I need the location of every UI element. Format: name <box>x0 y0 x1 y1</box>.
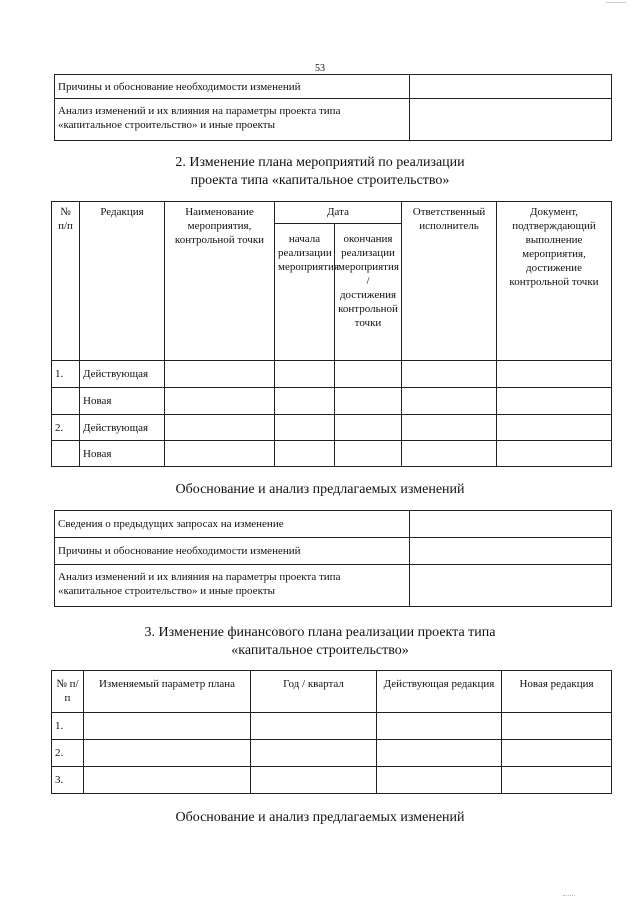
top-justification-table <box>54 74 612 141</box>
row-edition: Действующая <box>80 361 165 388</box>
header-num: № п/п <box>52 202 80 361</box>
row-num: 2. <box>52 415 80 441</box>
row-num <box>52 388 80 415</box>
section2-title-line1: 2. Изменение плана мероприятий по реализации <box>175 155 465 170</box>
page-number: 53 <box>315 63 325 74</box>
header-date-end: окончания реализации мероприятия / достижения контрольной точки <box>335 224 402 361</box>
header-date-start: начала реализации мероприятия <box>275 224 335 361</box>
header-param: Изменяемый параметр плана <box>84 671 251 713</box>
scan-artifact-mark <box>606 0 626 3</box>
table-row <box>52 388 612 415</box>
header-name: Наименование мероприятия, контрольной точки <box>165 202 275 361</box>
row-num: 1. <box>52 361 80 388</box>
table-row <box>52 713 612 740</box>
table-row <box>52 767 612 794</box>
table-row <box>52 441 612 467</box>
section3-justification-title: Обоснование и анализ предлагаемых изменений <box>175 810 465 825</box>
header-edition: Редакция <box>80 202 165 361</box>
justification-row-label: Причины и обоснование необходимости изменений <box>55 538 410 565</box>
header-new: Новая редакция <box>502 671 612 713</box>
table-row <box>52 361 612 388</box>
justification-row-value <box>410 538 612 565</box>
section2-title-line2: проекта типа «капитальное строительство» <box>190 173 450 188</box>
justification-row-value <box>410 565 612 607</box>
justification-row-value <box>410 75 612 99</box>
financial-plan-table <box>51 670 612 794</box>
events-plan-table <box>51 201 612 467</box>
justification-row-value <box>410 511 612 538</box>
section2-title <box>0 154 640 190</box>
header-period: Год / квартал <box>251 671 377 713</box>
table-row <box>52 415 612 441</box>
section2-justification-title: Обоснование и анализ предлагаемых изменений <box>175 482 465 497</box>
section3-title <box>0 624 640 660</box>
header-date: Дата <box>275 202 402 224</box>
section2-justification-table <box>54 510 612 607</box>
row-num: 3. <box>52 767 84 794</box>
row-edition: Новая <box>80 388 165 415</box>
table-row <box>52 740 612 767</box>
justification-row-value <box>410 99 612 141</box>
section3-title-line2: «капитальное строительство» <box>231 643 409 658</box>
row-num: 2. <box>52 740 84 767</box>
justification-row-label: Причины и обоснование необходимости изменений <box>55 75 410 99</box>
scan-artifact-mark <box>563 893 575 896</box>
header-responsible: Ответственный исполнитель <box>402 202 497 361</box>
header-num: № п/п <box>52 671 84 713</box>
section3-title-line1: 3. Изменение финансового плана реализации проекта типа <box>144 625 496 640</box>
header-current: Действующая редакция <box>377 671 502 713</box>
row-edition: Действующая <box>80 415 165 441</box>
row-edition: Новая <box>80 441 165 467</box>
justification-row-label: Анализ изменений и их влияния на параметры проекта типа «капитальное строительство» и иные проекты <box>55 99 410 141</box>
justification-row-label: Анализ изменений и их влияния на параметры проекта типа «капитальное строительство» и иные проекты <box>55 565 410 607</box>
row-num <box>52 441 80 467</box>
row-num: 1. <box>52 713 84 740</box>
justification-row-label: Сведения о предыдущих запросах на изменение <box>55 511 410 538</box>
header-document: Документ, подтверждающий выполнение мероприятия, достижение контрольной точки <box>497 202 612 361</box>
